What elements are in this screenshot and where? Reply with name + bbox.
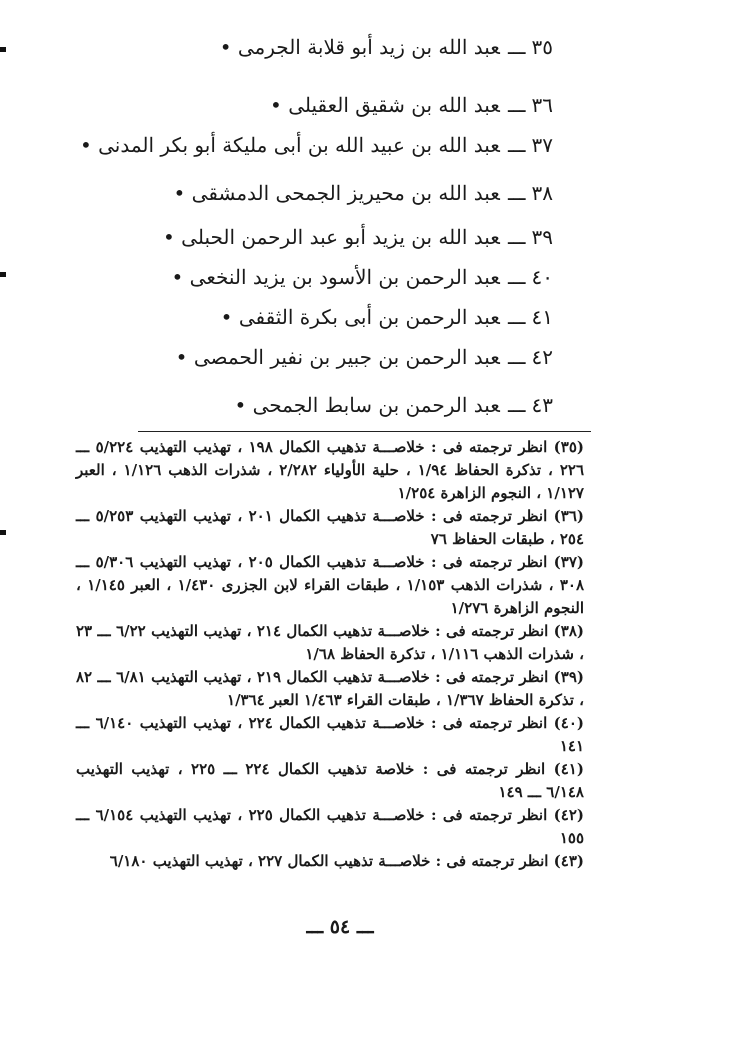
page-number: ـــ ٥٤ ـــ <box>306 916 374 938</box>
entry-dash: ـــ <box>507 35 526 59</box>
entry-number: ٣٦ <box>531 93 553 117</box>
footnotes <box>76 436 584 873</box>
list-item <box>174 180 553 206</box>
entry-text: عبد الرحمن بن سابط الجمحى • <box>234 393 500 417</box>
entry-dash: ـــ <box>507 225 526 249</box>
entry-number: ٤٠ <box>531 265 553 289</box>
list-item <box>163 224 553 250</box>
entry-text: عبد الرحمن بن جبير بن نفير الحمصى • <box>175 345 500 369</box>
entry-number: ٣٩ <box>531 225 553 249</box>
entry-dash: ـــ <box>507 393 526 417</box>
footnote: (٣٥) انظر ترجمته فى : خلاصـــة تذهيب الكمال ١٩٨ ، تهذيب التهذيب ٥/٢٢٤ ـــ ٢٢٦ ، تذكرة الحفاظ ١/٩٤ ، حلية الأولياء ٢/٢٨٢ ، شذرات الذهب ١/١٢٦ ، العبر ١/١٢٧ ، النجوم الزاهرة ١/٢٥٤ <box>76 438 584 502</box>
entry-number: ٣٥ <box>531 35 553 59</box>
entry-number: ٤٢ <box>531 345 553 369</box>
scan-edge-mark <box>0 47 6 52</box>
entry-text: عبد الرحمن بن أبى بكرة الثقفى • <box>220 305 500 329</box>
list-item <box>234 392 553 418</box>
entry-dash: ـــ <box>507 265 526 289</box>
entry-dash: ـــ <box>507 345 526 369</box>
entry-dash: ـــ <box>507 93 526 117</box>
entry-dash: ـــ <box>507 305 526 329</box>
entry-number: ٤١ <box>531 305 553 329</box>
footnote-divider <box>138 431 591 432</box>
entry-text: عبد الرحمن بن الأسود بن يزيد النخعى • <box>171 265 500 289</box>
list-item <box>80 132 553 158</box>
scan-edge-mark <box>0 530 6 535</box>
list-item <box>220 34 553 60</box>
footnote: (٤٣) انظر ترجمته فى : خلاصـــة تذهيب الكمال ٢٢٧ ، تهذيب التهذيب ٦/١٨٠ <box>109 852 584 870</box>
list-item <box>221 304 553 330</box>
footnote: (٣٦) انظر ترجمته فى : خلاصـــة تذهيب الكمال ٢٠١ ، تهذيب التهذيب ٥/٢٥٣ ـــ ٢٥٤ ، طبقات الحفاظ ٧٦ <box>76 507 584 548</box>
footnote: (٤٢) انظر ترجمته فى : خلاصـــة تذهيب الكمال ٢٢٥ ، تهذيب التهذيب ٦/١٥٤ ـــ ١٥٥ <box>76 806 584 847</box>
entry-text: عبد الله بن زيد أبو قلابة الجرمى • <box>219 35 500 59</box>
list-item <box>270 92 553 118</box>
list-item <box>172 264 554 290</box>
footnote: (٣٨) انظر ترجمته فى : خلاصـــة تذهيب الكمال ٢١٤ ، تهذيب التهذيب ٦/٢٢ ـــ ٢٣ ، شذرات الذهب ١/١١٦ ، تذكرة الحفاظ ١/٦٨ <box>76 622 584 663</box>
entry-dash: ـــ <box>507 181 526 205</box>
footnote: (٣٩) انظر ترجمته فى : خلاصـــة تذهيب الكمال ٢١٩ ، تهذيب التهذيب ٦/٨١ ـــ ٨٢ ، تذكرة الحفاظ ١/٣٦٧ ، طبقات القراء ١/٤٦٣ العبر ١/٣٦٤ <box>76 668 584 709</box>
entry-text: عبد الله بن عبيد الله بن أبى مليكة أبو بكر المدنى • <box>79 133 500 157</box>
entry-text: عبد الله بن يزيد أبو عبد الرحمن الحبلى • <box>163 225 500 249</box>
footnote: (٣٧) انظر ترجمته فى : خلاصـــة تذهيب الكمال ٢٠٥ ، تهذيب التهذيب ٥/٣٠٦ ـــ ٣٠٨ ، شذرات الذهب ١/١٥٣ ، طبقات القراء لابن الجزرى ١/٤٣٠ ، العبر ١/١٤٥ ، النجوم الزاهرة ١/٢٧٦ <box>76 553 584 617</box>
footnote: (٤٠) انظر ترجمته فى : خلاصـــة تذهيب الكمال ٢٢٤ ، تهذيب التهذيب ٦/١٤٠ ـــ ١٤١ <box>76 714 584 755</box>
entry-text: عبد الله بن شقيق العقيلى • <box>270 93 500 117</box>
entry-number: ٤٣ <box>531 393 553 417</box>
scan-edge-mark <box>0 272 6 277</box>
entry-dash: ـــ <box>507 133 526 157</box>
list-item <box>176 344 553 370</box>
entry-text: عبد الله بن محيريز الجمحى الدمشقى • <box>173 181 500 205</box>
footnote: (٤١) انظر ترجمته فى : خلاصة تذهيب الكمال ٢٢٤ ـــ ٢٢٥ ، تهذيب التهذيب ٦/١٤٨ ـــ ١٤٩ <box>76 760 584 801</box>
entry-number: ٣٧ <box>531 133 553 157</box>
entry-number: ٣٨ <box>531 181 553 205</box>
